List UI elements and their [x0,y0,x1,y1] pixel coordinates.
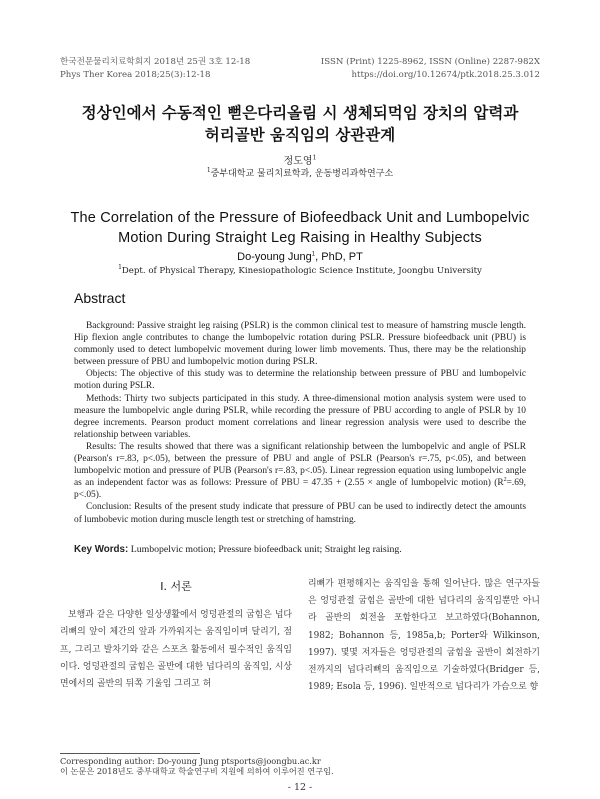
abstract-results [74,441,526,501]
corresponding-author-note: Corresponding author: Do-young Jung ptsports@joongbu.ac.kr [60,756,321,766]
abstract-conclusion: Conclusion: Results of the present study indicate that pressure of PBU can be used to indirectly detect the amounts of lumbobevic motion during muscle length test or stretching of hamstring. [74,502,526,525]
keywords [74,544,402,555]
abstract-methods: Methods: Thirty two subjects participated in this study. A three-dimensional motion analysis system were used to measure the lumbopelvic angle during PSLR, while recording the pressure of PBU according to angle of PSLR by 10 degree increments. Pearson product moment correlations and linear regression analysis were used to describe the relationship between variables. [74,393,526,440]
korean-author-sup: 1 [312,154,317,162]
korean-author [0,152,600,167]
english-author-sup: 1 [311,251,316,258]
abstract-results-text: Results: The results showed that there was a significant relationship between the lumbopelvic and angle of PSLR (Pearson's r=.83, p<.05), between the pressure of PBU and angle of PSLR (Pearson's r=.75, p<.05), and between lumbopelvic motion and pressure of PUB (Pearson's r=.83, p<.05). Linear regression equation using lumbopelvic angle as an independent factor was as follows: Pressure of PBU = 47.35 + (2.55 × angle of lumbopelvic motion) (R [74,441,526,489]
korean-affiliation [0,166,600,179]
korean-affil-sup: 1 [206,167,211,174]
introduction-paragraph-right: 리뼈가 편평해지는 움직임을 통해 일어난다. 많은 연구자들은 엉덩관절 굽힘은 골반에 대한 넙다리의 움직임뿐만 아니라 골반의 회전을 포함한다고 보고하였다(Bohannon, 1982; Bohannon 등, 1985a,b; Porter와 Wilkinson, 1997). 몇몇 저자들은 엉덩관절의 굽힘을 골반이 회전하기 전까지의 넙다리뼈의 움직임으로 기술하였다(Bridger 등, 1989; Esola 등, 1996). 일반적으로 넙다리가 가슴으로 향 [308,579,540,693]
introduction-heading: Ⅰ. 서론 [160,580,192,593]
english-title-line-1: The Correlation of the Pressure of Biofeedback Unit and Lumbopelvic [70,210,530,226]
keywords-label: Key Words: [74,544,129,555]
english-author [0,251,600,263]
funding-note: 이 논문은 2018년도 중부대학교 학술연구비 지원에 의하여 이루어진 연구임. [60,766,334,776]
issn-line: ISSN (Print) 1225-8962, ISSN (Online) 2287-982X [320,57,540,67]
korean-title-line-1: 정상인에서 수동적인 뻗은다리올림 시 생체되먹임 장치의 압력과 [81,104,519,122]
english-author-name: Do-young Jung [237,251,312,263]
doi-link[interactable]: https://doi.org/10.12674/ptk.2018.25.3.012 [351,70,540,80]
journal-name-korean: 한국전문물리치료학회지 2018년 25권 3호 12-18 [60,57,251,67]
r-squared-sup: 2 [503,477,507,484]
body-column-left [60,578,292,693]
introduction-paragraph-left: 보행과 같은 다양한 일상생활에서 엉덩관절의 굽힘은 넙다리뼈의 앞이 체간의 앞과 가까워지는 움직임이며 달리기, 점프, 그리고 발차기와 같은 스포츠 활동에서 필수적인 움직임이다. 엉덩관절의 굽힘은 골반에 대한 넙다리의 움직임, 시상면에서의 골반의 뒤쪽 기울임 그리고 허 [60,610,292,690]
english-title [0,208,600,248]
abstract-results-end: =.69, p<.05). [74,478,526,501]
keywords-text: Lumbopelvic motion; Pressure biofeedback unit; Straight leg raising. [130,544,402,555]
english-title-line-2: Motion During Straight Leg Raising in Healthy Subjects [118,230,482,246]
english-affiliation [0,266,600,276]
korean-author-name: 정도영 [283,156,313,167]
abstract-background: Background: Passive straight leg raising (PSLR) is the common clinical test to measure of hamstring muscle length. Hip flexion angle contributes to change the lumbopelvic rotation during PSLR. Pressure biofeedback unit (PBU) is commonly used to detect lumbopelvic movement during lower limb movements. Thus, there may be the relationship between pressure of PBU and lumbopelvic motion during PSLR. [74,321,526,368]
footnote-divider [60,753,200,754]
korean-title-line-2: 허리골반 움직임의 상관관계 [204,126,396,144]
korean-title [0,102,600,146]
body-column-right [308,576,540,696]
journal-citation: Phys Ther Korea 2018;25(3):12-18 [60,70,211,80]
abstract-heading: Abstract [74,290,126,306]
abstract-objects: Objects: The objective of this study was to determine the relationship between pressure of PBU and lumbopelvic motion during PSLR. [74,369,526,392]
journal-header-right [321,56,540,82]
abstract-body [74,320,526,526]
page-number: - 12 - [287,782,313,793]
korean-affil-text: 중부대학교 물리치료학과, 운동병리과학연구소 [210,169,394,179]
journal-header-left [60,56,250,82]
english-author-degree: , PhD, PT [315,251,363,263]
english-affil-text: Dept. of Physical Therapy, Kinesiopathologic Science Institute, Joongbu University [121,266,482,276]
english-affil-sup: 1 [118,264,122,272]
